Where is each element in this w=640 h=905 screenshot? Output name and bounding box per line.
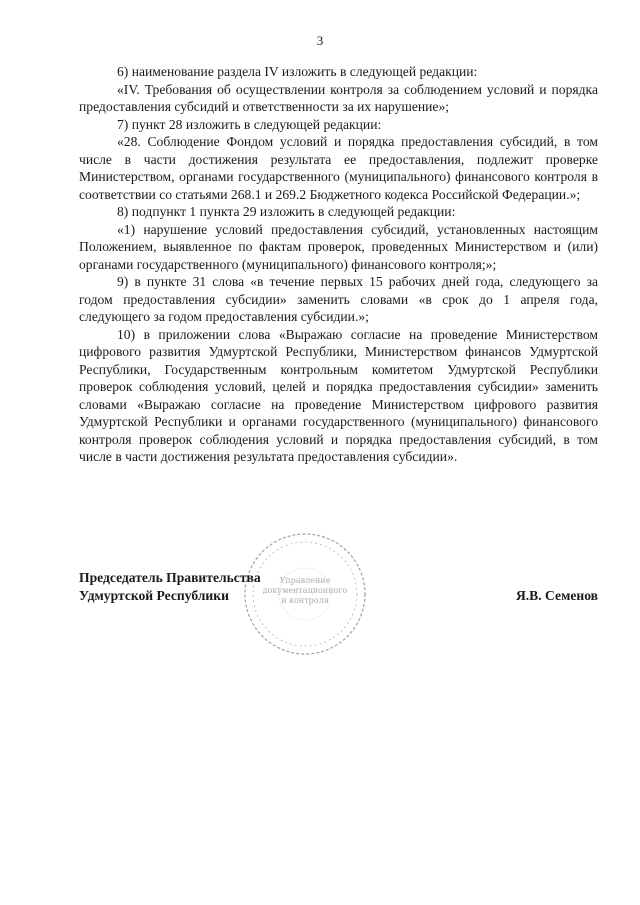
stamp-text-line2: документационного xyxy=(262,586,348,595)
paragraph-section-iv-title: «IV. Требования об осуществлении контроля за соблюдением условий и порядка предоставления субсидий и ответственности за их нарушение»; xyxy=(79,81,598,114)
document-body xyxy=(79,63,598,466)
paragraph-item-9: 9) в пункте 31 слова «в течение первых 15 рабочих дней года, следующего за годом предоставления субсидии» заменить словами «в срок до 1 апреля года, следующего за годом предоставления субсидии.»; xyxy=(79,274,598,324)
paragraph-item-10: 10) в приложении слова «Выражаю согласие на проведение Министерством цифрового развития Удмуртской Республики, Министерством финансов Удмуртской Республики, Государственным контрольным комитетом Удмуртской Республики проверок соблюдения условий, целей и порядка предоставления субсидии» заменить словами «Выражаю согласие на проведение Министерством цифрового развития Удмуртской Республики и органами государственного (муниципального) финансового контроля проверок соблюдения условий и порядка предоставления субсидий, в том числе в части достижения результата предоставления субсидии». xyxy=(79,326,598,464)
stamp-text-line1: Управление xyxy=(279,576,331,585)
paragraph-clause-28: «28. Соблюдение Фондом условий и порядка предоставления субсидий, в том числе в части достижения результата ее предоставления, подлежит проверке Министерством, органами государственного (муниципального) финансового контроля в соответствии со статьями 268.1 и 269.2 Бюджетного кодекса Российской Федерации.»; xyxy=(79,134,598,202)
signatory-title xyxy=(79,569,261,605)
stamp-text-line3: и контроля xyxy=(281,596,329,605)
page-number: 3 xyxy=(316,33,324,48)
paragraph-subclause-1: «1) нарушение условий предоставления субсидий, установленных настоящим Положением, выявленное по фактам проверок, проведенных Министерством и (или) органами государственного (муниципального) финансового контроля;»; xyxy=(79,221,598,272)
signatory-title-line1: Председатель Правительства xyxy=(79,570,261,585)
paragraph-item-8: 8) подпункт 1 пункта 29 изложить в следующей редакции: xyxy=(117,204,456,219)
paragraph-item-7: 7) пункт 28 изложить в следующей редакции: xyxy=(117,116,382,132)
signatory-title-line2: Удмуртской Республики xyxy=(79,588,229,603)
paragraph-item-6: 6) наименование раздела IV изложить в следующей редакции: xyxy=(117,64,478,79)
signatory-name: Я.В. Семенов xyxy=(515,588,598,603)
